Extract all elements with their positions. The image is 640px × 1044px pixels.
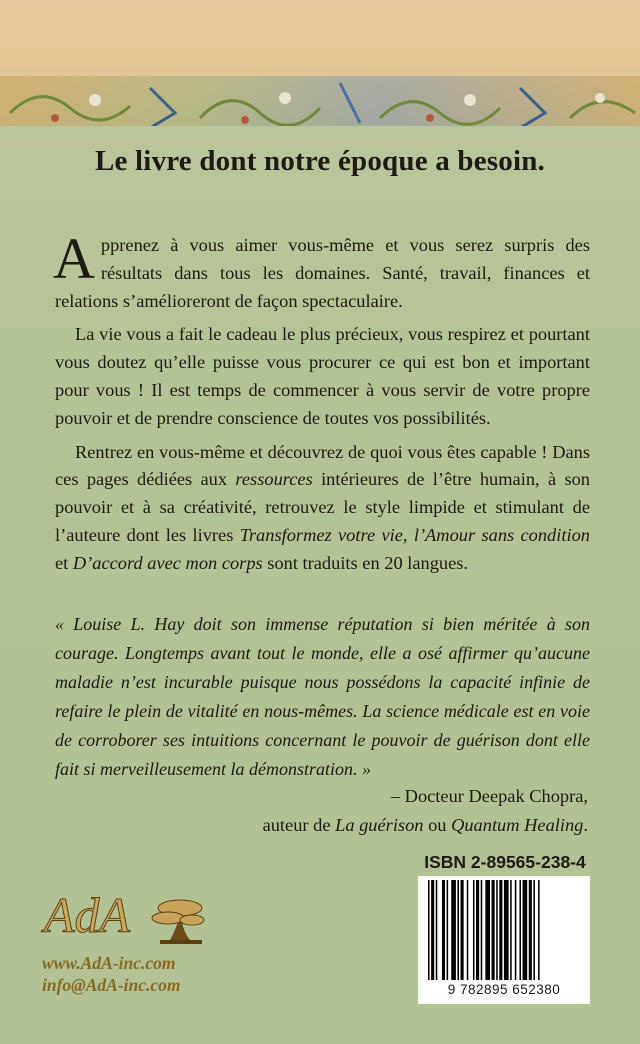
publisher-contact	[42, 952, 181, 996]
barcode-bar	[451, 880, 456, 980]
paragraph-2: La vie vous a fait le cadeau le plus précieux, vous respirez et pourtant vous doutez qu’elle puisse vous procurer ce qui est bon et important pour vous ! Il est temps de commencer à vous servir de votre propre pouvoir et de prendre conscience de toutes vos possibilités.	[55, 324, 590, 428]
publisher-website[interactable]: www.AdA-inc.com	[42, 953, 176, 973]
barcode-bars	[418, 876, 590, 982]
isbn-label: ISBN 2-89565-238-4	[424, 852, 586, 872]
quote-author-credit: auteur de La guérison ou Quantum Healing.	[262, 815, 588, 835]
barcode-bar	[447, 880, 449, 980]
barcode-bar	[533, 880, 535, 980]
barcode-bar	[431, 880, 434, 980]
quote-attribution	[263, 782, 588, 840]
barcode-bar	[428, 880, 430, 980]
barcode-bar	[496, 880, 498, 980]
bonsai-icon	[152, 900, 204, 944]
barcode-bar	[523, 880, 528, 980]
quote-author: – Docteur Deepak Chopra,	[390, 786, 588, 806]
paragraph-3: Rentrez en vous-même et découvrez de quoi vous êtes capable ! Dans ces pages dédiées aux ressources intérieures de l’être humain, à son pouvoir et à sa créativité, retrouvez le style limpide et stimulant de l’auteure dont les livres Transformez votre vie, l’Amour sans condition et D’accord avec mon corps sont traduits en 20 langues.	[55, 441, 590, 573]
barcode-bar	[485, 880, 490, 980]
publisher-logo-text: AdA	[44, 887, 131, 943]
barcode	[418, 876, 590, 1004]
barcode-bar	[473, 880, 475, 980]
decorative-border	[0, 68, 640, 138]
barcode-bar	[481, 880, 483, 980]
description-text	[53, 226, 590, 584]
paragraph-1: Apprenez à vous aimer vous-même et vous serez surpris des résultats dans tous les domaines. Santé, travail, finances et relations s’amélioreront de façon spectaculaire.	[53, 226, 590, 311]
publisher-logo	[40, 878, 210, 948]
barcode-bar	[529, 880, 532, 980]
barcode-bar	[461, 880, 464, 980]
barcode-bar	[504, 880, 509, 980]
barcode-bar	[476, 880, 479, 980]
barcode-bar	[519, 880, 521, 980]
barcode-bar	[442, 880, 445, 980]
barcode-bar	[510, 880, 512, 980]
publisher-email[interactable]: info@AdA-inc.com	[42, 975, 181, 995]
barcode-bar	[538, 880, 540, 980]
barcode-number: 9 782895 652380	[447, 982, 561, 997]
barcode-bar	[492, 880, 495, 980]
endorsement-quote: « Louise L. Hay doit son immense réputation si bien méritée à son courage. Longtemps avant tout le monde, elle a osé affirmer qu’aucune maladie n’est incurable puisque nous possédons la capacité infinie de refaire le plein de vitalité en nous-mêmes. La science médicale est en voie de corroborer ses intuitions concernant le pouvoir de guérison dont elle fait si merveilleusement la démonstration. »	[55, 614, 590, 779]
barcode-bar	[467, 880, 469, 980]
barcode-bar	[457, 880, 459, 980]
drop-cap: A	[53, 226, 95, 291]
headline: Le livre dont notre époque a besoin.	[94, 145, 546, 177]
barcode-bar	[499, 880, 502, 980]
barcode-bar	[436, 880, 438, 980]
barcode-bar	[515, 880, 517, 980]
